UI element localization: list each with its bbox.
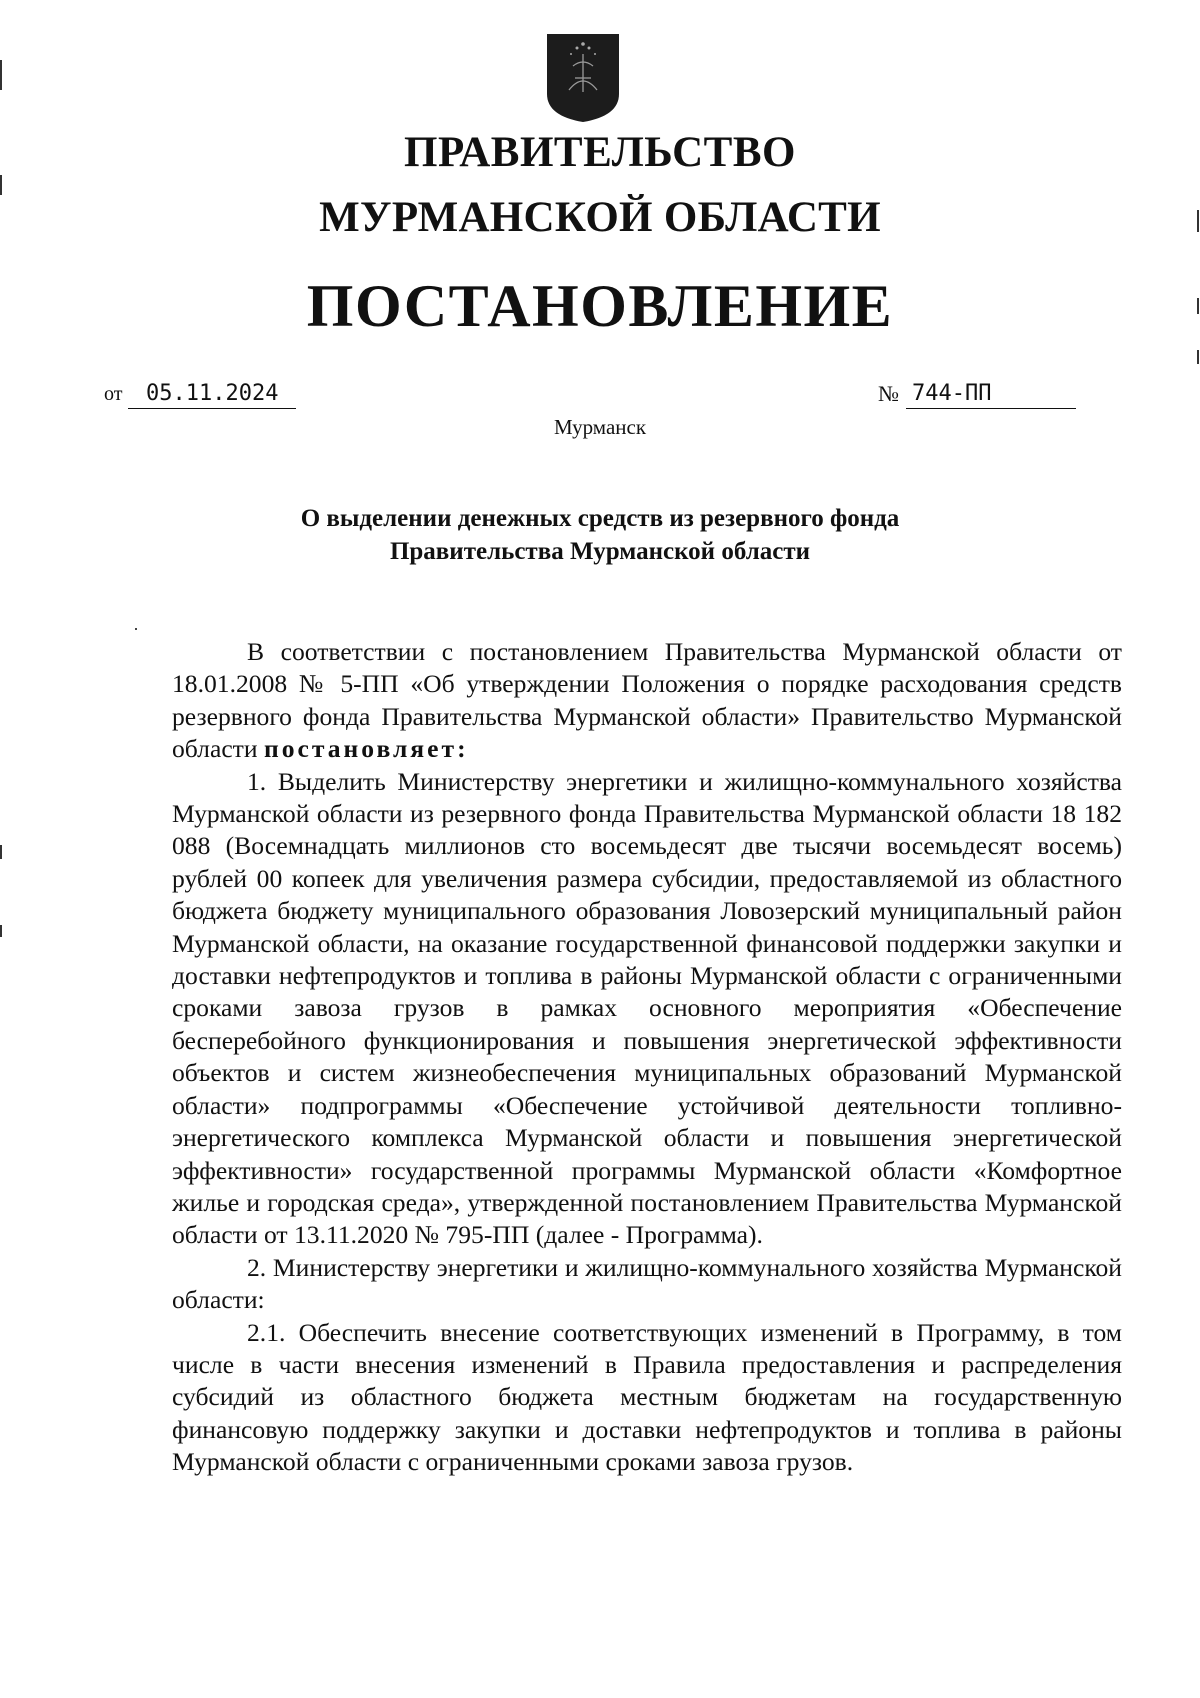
- number-label: №: [878, 381, 899, 406]
- scan-edge-mark: [1197, 210, 1199, 232]
- document-date: 05.11.2024: [128, 380, 296, 409]
- paragraph-2-1: 2.1. Обеспечить внесение соответствующих изменений в Программу, в том числе в части внесения изменений в Правила предоставления и распределения субсидий из областного бюджета местным бюджетам на государственную финансовую поддержку закупки и доставки нефтепродуктов и топлива в районы Мурманской области с ограниченными сроками завоза грузов.: [172, 1317, 1122, 1477]
- intro-paragraph: [172, 636, 1122, 766]
- intro-text: В соответствии с постановлением Правительства Мурманской области от 18.01.2008 № 5-ПП «Об утверждении Положения о порядке расходования средств резервного фонда Правительства Мурманской области» Правительство Мурманской области: [172, 637, 1122, 764]
- paragraph-1: 1. Выделить Министерству энергетики и жилищно-коммунального хозяйства Мурманской области из резервного фонда Правительства Мурманской области 18 182 088 (Восемнадцать миллионов сто восемьдесят две тысячи восемьдесят восемь) рублей 00 копеек для увеличения размера субсидии, предоставляемой из областного бюджета бюджету муниципального образования Ловозерский муниципальный район Мурманской области, на оказание государственной финансовой поддержки закупки и доставки нефтепродуктов и топлива в районы Мурманской области с ограниченными сроками завоза грузов в рамках основного мероприятия «Обеспечение бесперебойного функционирования и повышения энергетической эффективности объектов и систем жизнеобеспечения муниципальных образований Мурманской области» подпрограммы «Обеспечение устойчивой деятельности топливно-энергетического комплекса Мурманской области и повышения энергетической эффективности» государственной программы Мурманской области «Комфортное жилье и городская среда», утвержденной постановлением Правительства Мурманской области от 13.11.2020 № 795-ПП (далее - Программа).: [172, 766, 1122, 1250]
- decides-word: постановляет:: [263, 734, 469, 764]
- document-city: Мурманск: [553, 415, 647, 439]
- subject-line2: Правительства Мурманской области: [389, 538, 811, 565]
- document-type-title: ПОСТАНОВЛЕНИЕ: [306, 273, 894, 339]
- paragraph-2: 2. Министерству энергетики и жилищно-коммунального хозяйства Мурманской области:: [172, 1252, 1122, 1315]
- subject-line1: О выделении денежных средств из резервного фонда: [300, 505, 900, 532]
- scan-edge-mark: [0, 60, 2, 90]
- coat-of-arms-emblem: [545, 32, 621, 124]
- scan-edge-mark: [1197, 298, 1199, 314]
- scan-edge-mark: [1197, 350, 1199, 364]
- scan-edge-mark: [0, 845, 2, 859]
- document-body: [172, 636, 1122, 1479]
- scan-edge-mark: [0, 175, 2, 195]
- government-title-line1: ПРАВИТЕЛЬСТВО: [404, 129, 796, 176]
- scan-speck: [135, 628, 137, 630]
- document-number: 744-ПП: [906, 380, 1076, 409]
- date-label: от: [104, 383, 123, 405]
- scan-edge-mark: [0, 925, 2, 937]
- government-title-line2: МУРМАНСКОЙ ОБЛАСТИ: [319, 194, 881, 241]
